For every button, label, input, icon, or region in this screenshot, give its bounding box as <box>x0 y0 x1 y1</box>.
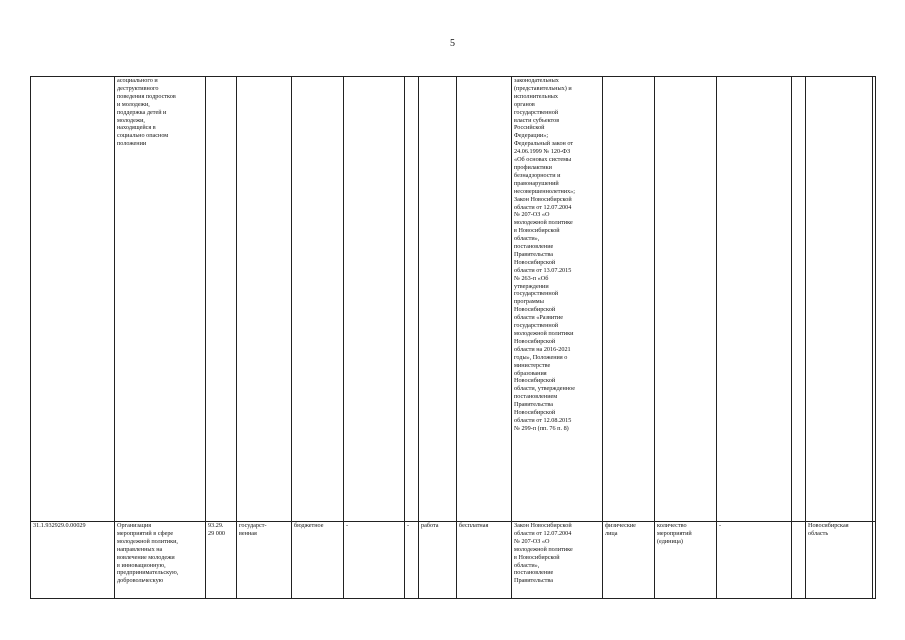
col14-cell <box>792 522 806 599</box>
institution-kind-cell <box>292 77 344 522</box>
consumers-cell <box>603 77 655 522</box>
col6-cell: - <box>344 522 405 599</box>
col16-cell <box>873 522 876 599</box>
okved-cell <box>206 77 237 522</box>
activity-type-cell: работа <box>419 522 457 599</box>
table-row <box>31 522 876 599</box>
name-cell: Организация мероприятий в сфере молодежной политики, направленных на вовлечение молодежи в инновационную, предпринимательскую, добровольческую <box>115 522 206 599</box>
legal-basis-cell: Закон Новосибирской области от 12.07.2004 № 207-ОЗ «О молодежной политике в Новосибирской области», постановление Правительства <box>512 522 603 599</box>
institution-type-cell <box>237 77 292 522</box>
activity-type-cell <box>419 77 457 522</box>
col7-cell <box>405 77 419 522</box>
name-cell: асоциального и деструктивного поведения подростков и молодежи, поддержка детей и молодежи, находящейся в социально опасном положении <box>115 77 206 522</box>
table-row <box>31 77 876 522</box>
consumers-cell: физические лица <box>603 522 655 599</box>
col14-cell <box>792 77 806 522</box>
indicator-cell <box>655 77 717 522</box>
page-number: 5 <box>450 38 455 49</box>
col16-cell <box>873 77 876 522</box>
payment-cell: бесплатная <box>457 522 512 599</box>
col13-cell: - <box>717 522 792 599</box>
region-cell: Новосибирская область <box>806 522 873 599</box>
institution-type-cell: государст- венная <box>237 522 292 599</box>
code-cell: 31.1.932929.0.00029 <box>31 522 115 599</box>
col6-cell <box>344 77 405 522</box>
payment-cell <box>457 77 512 522</box>
institution-kind-cell: бюджетное <box>292 522 344 599</box>
col13-cell <box>717 77 792 522</box>
code-cell <box>31 77 115 522</box>
okved-cell: 93.29. 29 000 <box>206 522 237 599</box>
indicator-cell: количество мероприятий (единица) <box>655 522 717 599</box>
legal-basis-cell: законодательных (представительных) и исполнительных органов государственной власти субъектов Российской Федерации»; Федеральный закон от 24.06.1999 № 120-ФЗ «Об основах системы профилактики безнадзорности и правонарушений несовершеннолетних»; Закон Новосибирской области от 12.07.2004 № 207-ОЗ «О молодежной политике в Новосибирской области», постановление Правительства Новосибирской области от 13.07.2015 № 263-п «Об утверждении государственной программы Новосибирской области «Развитие государственной молодежной политики Новосибирской области на 2016-2021 годы», Положения о министерстве образования Новосибирской области, утвержденное постановлением Правительства Новосибирской области от 12.08.2015 № 299-п (пп. 76 п. 8) <box>512 77 603 522</box>
services-table <box>30 76 876 599</box>
col7-cell: - <box>405 522 419 599</box>
region-cell <box>806 77 873 522</box>
